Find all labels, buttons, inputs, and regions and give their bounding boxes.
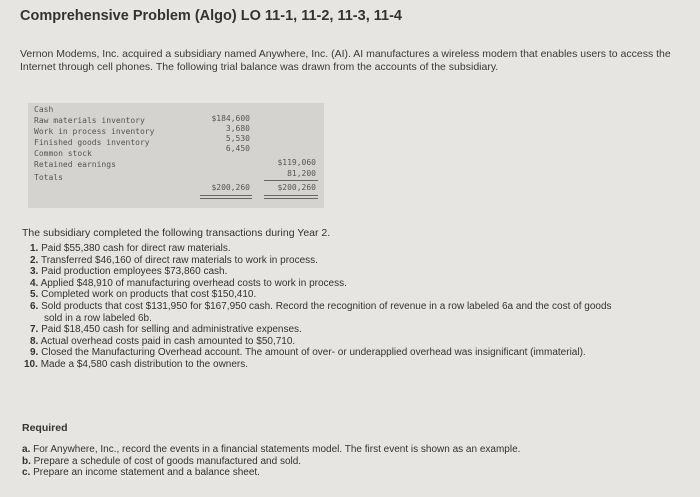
tb-account: Raw materials inventory [34, 116, 145, 125]
transactions-list [24, 243, 680, 371]
credit-subtotal-rule [264, 180, 318, 181]
list-item: a. For Anywhere, Inc., record the events in a financial statements model. The first event is shown as an example. [22, 444, 521, 455]
list-item: 10. Made a $4,580 cash distribution to the owners. [24, 358, 249, 370]
tb-debit: 5,530 [225, 134, 250, 143]
list-item: 7. Paid $18,450 cash for selling and administrative expenses. [30, 324, 302, 336]
credit-total-double-rule [264, 195, 318, 199]
debit-total-double-rule [200, 195, 252, 199]
list-item: 3. Paid production employees $73,860 cash. [30, 266, 228, 278]
tb-total-debit: $200,260 [211, 183, 250, 192]
tb-debit: $184,600 [211, 114, 250, 123]
list-item: 8. Actual overhead costs paid in cash amounted to $50,710. [30, 335, 296, 347]
transactions-heading: The subsidiary completed the following transactions during Year 2. [22, 227, 331, 239]
required-heading: Required [22, 422, 68, 434]
list-item: c. Prepare an income statement and a balance sheet. [22, 467, 260, 478]
list-item: b. Prepare a schedule of cost of goods manufactured and sold. [22, 455, 302, 467]
requirements-list [22, 444, 672, 479]
list-item: 4. Applied $48,910 of manufacturing overhead costs to work in process. [30, 277, 347, 289]
tb-totals-label: Totals [34, 173, 63, 182]
tb-total-credit: $200,260 [277, 183, 316, 192]
trial-balance-table [28, 103, 324, 208]
tb-account: Common stock [34, 149, 92, 158]
tb-account: Cash [34, 105, 54, 114]
tb-debit: 6,450 [225, 144, 250, 153]
tb-credit: $119,060 [277, 158, 316, 167]
list-item: 6. Sold products that cost $131,950 for $167,950 cash. Record the recognition of revenue in a row labeled 6a and the cost of goods sold in a row labeled 6b. [30, 300, 612, 324]
tb-account: Work in process inventory [34, 127, 155, 136]
tb-account: Retained earnings [34, 160, 116, 169]
list-item: 9. Closed the Manufacturing Overhead account. The amount of over- or underapplied overhead was insignificant (immaterial). [30, 347, 586, 359]
tb-account: Finished goods inventory [34, 138, 150, 147]
list-item: 2. Transferred $46,160 of direct raw materials to work in process. [30, 254, 318, 266]
tb-credit: 81,200 [287, 169, 316, 178]
list-item: 1. Paid $55,380 cash for direct raw materials. [30, 243, 231, 254]
tb-debit: 3,680 [225, 124, 250, 133]
intro-paragraph: Vernon Modems, Inc. acquired a subsidiary named Anywhere, Inc. (AI). AI manufactures a wireless modem that enables users to access the Internet through cell phones. The following trial balance was drawn from the accounts of the subsidiary. [20, 48, 671, 73]
list-item: 5. Completed work on products that cost $150,410. [30, 289, 257, 301]
page-title: Comprehensive Problem (Algo) LO 11-1, 11-2, 11-3, 11-4 [20, 8, 402, 24]
